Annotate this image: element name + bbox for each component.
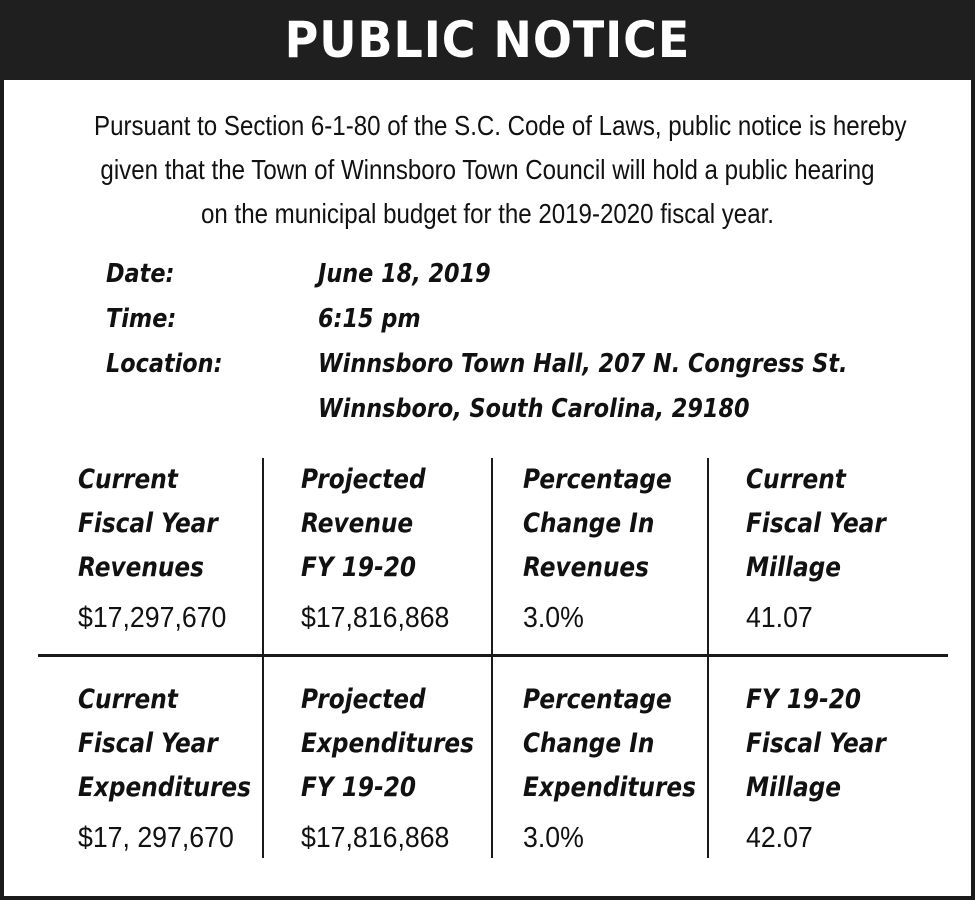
heading-line: Expenditures: [523, 772, 696, 803]
cell-heading: [78, 678, 269, 810]
cell-heading: [523, 458, 714, 590]
current-revenues-value: $17,297,670: [78, 602, 227, 634]
projected-revenue-cell: [301, 458, 523, 640]
cell-heading: [746, 678, 937, 810]
current-revenues-cell: [78, 458, 300, 640]
location-value-line1: Winnsboro Town Hall, 207 N. Congress St.: [318, 349, 848, 379]
row-divider: [38, 654, 948, 657]
heading-line: Fiscal Year: [78, 728, 218, 759]
intro-paragraph: [94, 104, 907, 236]
location-value-line2: Winnsboro, South Carolina, 29180: [318, 394, 750, 424]
heading-line: FY 19-20: [301, 772, 417, 803]
heading-line: Fiscal Year: [78, 508, 218, 539]
cell-heading: [746, 458, 937, 590]
projected-millage-value: 42.07: [746, 822, 813, 854]
intro-line: given that the Town of Winnsboro Town Council will hold a public hearing: [100, 154, 875, 185]
intro-line: on the municipal budget for the 2019-2020 fiscal year.: [201, 198, 774, 229]
heading-line: Millage: [746, 552, 842, 583]
heading-line: Percentage: [523, 464, 672, 495]
heading-line: Change In: [523, 728, 655, 759]
cell-heading: [301, 678, 492, 810]
cell-heading: [523, 678, 714, 810]
projected-expenditures-cell: [301, 678, 523, 860]
projected-revenue-value: $17,816,868: [301, 602, 450, 634]
time-row: [106, 297, 946, 342]
heading-line: Projected: [301, 464, 426, 495]
percentage-change-revenues-cell: [523, 458, 745, 640]
location-label: Location:: [106, 349, 223, 379]
heading-line: Revenue: [301, 508, 414, 539]
heading-line: Expenditures: [301, 728, 474, 759]
projected-expenditures-value: $17,816,868: [301, 822, 450, 854]
notice-title: PUBLIC NOTICE: [284, 11, 691, 69]
heading-line: FY 19-20: [301, 552, 417, 583]
date-label: Date:: [106, 259, 175, 289]
percentage-change-expenditures-cell: [523, 678, 745, 860]
heading-line: Projected: [301, 684, 426, 715]
heading-line: Fiscal Year: [746, 508, 886, 539]
heading-line: Fiscal Year: [746, 728, 886, 759]
heading-line: Revenues: [523, 552, 649, 583]
heading-line: Millage: [746, 772, 842, 803]
heading-line: Revenues: [78, 552, 204, 583]
heading-line: Current: [746, 464, 846, 495]
cell-heading: [78, 458, 269, 590]
budget-table: [38, 458, 948, 858]
location-row-2: [106, 387, 946, 432]
meeting-details: [106, 252, 946, 432]
time-value: 6:15 pm: [318, 304, 421, 334]
heading-line: Current: [78, 464, 178, 495]
heading-line: Percentage: [523, 684, 672, 715]
current-millage-value: 41.07: [746, 602, 813, 634]
current-expenditures-cell: [78, 678, 300, 860]
time-label: Time:: [106, 304, 177, 334]
heading-line: FY 19-20: [746, 684, 862, 715]
date-row: [106, 252, 946, 297]
location-label-spacer: [106, 387, 288, 432]
intro-line: Pursuant to Section 6-1-80 of the S.C. Code of Laws, public notice is hereby: [94, 110, 907, 141]
projected-millage-cell: [746, 678, 968, 860]
cell-heading: [301, 458, 492, 590]
location-row: [106, 342, 946, 387]
heading-line: Change In: [523, 508, 655, 539]
current-expenditures-value: $17, 297,670: [78, 822, 234, 854]
percentage-change-expenditures-value: 3.0%: [523, 822, 584, 854]
heading-line: Expenditures: [78, 772, 251, 803]
date-value: June 18, 2019: [318, 259, 491, 289]
title-banner: [0, 0, 975, 80]
current-millage-cell: [746, 458, 968, 640]
percentage-change-revenues-value: 3.0%: [523, 602, 584, 634]
heading-line: Current: [78, 684, 178, 715]
